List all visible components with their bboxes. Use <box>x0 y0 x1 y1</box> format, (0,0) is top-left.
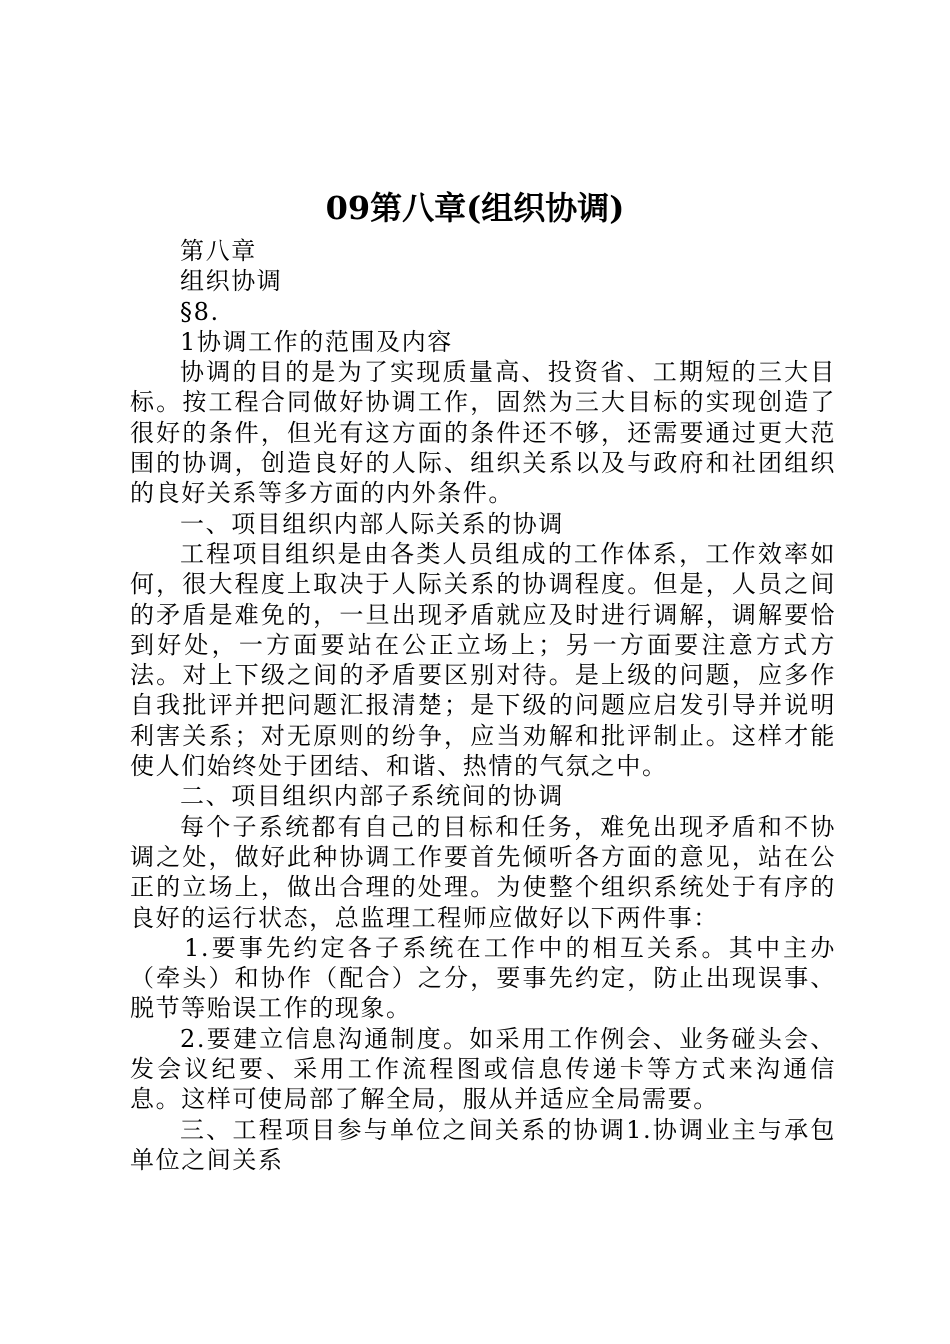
chapter-name: 组织协调 <box>180 267 283 296</box>
body-paragraph: 工程项目组织是由各类人员组成的工作体系，工作效率如何，很大程度上取决于人际关系的协调程度。但是，人员之间的矛盾是难免的，一旦出现矛盾就应及时进行调解，调解要恰到好处，一方面要站在公正立场上；另一方面要注意方式方法。对上下级之间的矛盾要区别对待。是上级的问题，应多作自我批评并把问题汇报清楚；是下级的问题应启发引导并说明利害关系；对无原则的纷争，应当劝解和批评制止。这样才能使人们始终处于团结、和谐、热情的气氛之中。 <box>130 539 836 781</box>
section-number: §8. <box>180 297 220 326</box>
list-item: 2.要建立信息沟通制度。如采用工作例会、业务碰头会、发会议纪要、采用工作流程图或信息传递卡等方式来沟通信息。这样可使局部了解全局，服从并适应全局需要。 <box>130 1024 836 1114</box>
body-paragraph: 每个子系统都有自己的目标和任务，难免出现矛盾和不协调之处，做好此种协调工作要首先倾听各方面的意见，站在公正的立场上，做出合理的处理。为使整个组织系统处于有序的良好的运行状态，总监理工程师应做好以下两件事： <box>130 812 836 932</box>
subsection-heading: 一、项目组织内部人际关系的协调 <box>180 509 564 538</box>
document-title: 09第八章(组织协调) <box>325 189 625 227</box>
subsection-heading: 二、项目组织内部子系统间的协调 <box>180 782 564 811</box>
document-body <box>130 236 836 1175</box>
body-paragraph: 协调的目的是为了实现质量高、投资省、工期短的三大目标。按工程合同做好协调工作，固然为三大目标的实现创造了很好的条件，但光有这方面的条件还不够，还需要通过更大范围的协调，创造良好的人际、组织关系以及与政府和社团组织的良好关系等多方面的内外条件。 <box>130 358 836 508</box>
section-heading: 1协调工作的范围及内容 <box>180 327 453 356</box>
list-item: 1.要事先约定各子系统在工作中的相互关系。其中主办（牵头）和协作（配合）之分，要事先约定，防止出现误事、脱节等贻误工作的现象。 <box>130 933 836 1023</box>
chapter-label: 第八章 <box>180 237 257 265</box>
subsection-heading: 三、工程项目参与单位之间关系的协调1.协调业主与承包单位之间关系 <box>130 1115 836 1174</box>
